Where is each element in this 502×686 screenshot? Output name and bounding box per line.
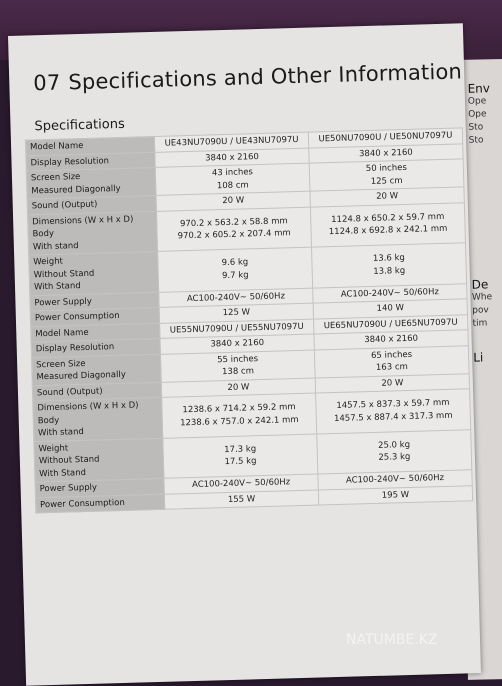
spec-value-left-line: 125 W (222, 307, 251, 319)
spec-value-right (314, 345, 469, 377)
spec-label-line: Display Resolution (30, 155, 110, 168)
spec-label-line: Body (37, 415, 60, 426)
spec-value-left-line: 970.2 x 605.2 x 207.4 mm (177, 228, 291, 242)
spec-value-left (158, 247, 313, 292)
spec-label-line: Power Supply (34, 296, 92, 308)
spec-label-line: Weight (33, 256, 64, 268)
spec-value-left-line: 3840 x 2160 (210, 337, 265, 350)
spec-label-line: With Stand (33, 281, 81, 293)
chapter-title (33, 59, 462, 95)
spec-label-line: Model Name (35, 327, 89, 339)
spec-label-line: Display Resolution (35, 342, 115, 355)
spec-value-left-line: UE55NU7090U / UE55NU7097U (169, 321, 304, 336)
spec-value-right-line: 20 W (376, 191, 399, 202)
spec-label-line: Without Stand (38, 454, 100, 467)
spec-value-right-line: 25.0 kg (377, 439, 411, 451)
spec-value-right (317, 429, 472, 474)
facing-heading-2: De (471, 277, 489, 292)
spec-value-left-line: 1238.6 x 714.2 x 59.2 mm (182, 402, 296, 416)
spec-value-right-line: 195 W (381, 489, 410, 501)
spec-label-line: Measured Diagonally (36, 369, 126, 383)
spec-value-right (309, 159, 464, 191)
spec-value-left-line: 1238.6 x 757.0 x 242.1 mm (180, 414, 299, 429)
spec-label-line: Screen Size (30, 172, 81, 184)
spec-value-right (316, 389, 471, 434)
spec-label-line: Screen Size (36, 358, 86, 370)
spec-value-left-line: 55 inches (217, 353, 259, 365)
spec-label-line: Body (32, 228, 55, 240)
spec-value-right (312, 243, 467, 288)
spec-value-left-line: 20 W (227, 381, 250, 393)
spec-label-line: Power Consumption (34, 310, 120, 324)
facing-lines-2: Whe pov tim (471, 292, 493, 329)
spec-value-left-line: AC100-240V~ 50/60Hz (191, 477, 291, 491)
spec-label-line: Measured Diagonally (31, 183, 121, 196)
chapter-heading: Specifications and Other Information (68, 59, 463, 95)
spec-label-line: Power Supply (39, 482, 98, 495)
spec-label-line: Weight (38, 442, 69, 454)
spec-label-line: With stand (32, 240, 79, 252)
spec-value-right-line: 1457.5 x 887.4 x 317.3 mm (333, 410, 453, 424)
manual-page (8, 23, 481, 685)
spec-label-line: Dimensions (W x H x D) (32, 214, 134, 227)
spec-value-right-line: 13.8 kg (373, 265, 406, 277)
spec-value-left-line: 20 W (222, 195, 245, 207)
spec-value-left-line: 155 W (227, 493, 256, 505)
spec-value-left-line: 9.6 kg (221, 257, 249, 269)
spec-value-left-line: 17.5 kg (224, 456, 257, 468)
spec-value-right-line: 20 W (381, 377, 404, 389)
spec-value-right (310, 202, 465, 247)
spec-label (31, 354, 161, 386)
spec-label-line: Power Consumption (39, 497, 125, 510)
spec-value-right-line: 13.6 kg (372, 253, 405, 265)
facing-heading-3: Li (473, 350, 484, 365)
spec-value-left-line: 138 cm (221, 366, 255, 378)
spec-value-left-line: 9.7 kg (221, 270, 249, 281)
spec-value-right-line: 125 cm (370, 175, 403, 187)
spec-label-line: Without Stand (33, 268, 95, 280)
facing-heading: Env (467, 81, 491, 96)
spec-value-left-line: 3840 x 2160 (205, 151, 260, 164)
spec-value-left-line: UE43NU7090U / UE43NU7097U (164, 134, 299, 149)
spec-value-left (155, 163, 310, 195)
spec-value-left (163, 434, 318, 479)
spec-label-line: With stand (37, 427, 84, 439)
spec-value-right-line: 25.3 kg (378, 452, 411, 464)
spec-label (29, 251, 159, 295)
spec-label (35, 494, 164, 513)
spec-value-right-line: AC100-240V~ 50/60Hz (345, 472, 445, 486)
spec-value-left (157, 207, 312, 252)
spec-label (33, 397, 163, 441)
spec-value-left-line: AC100-240V~ 50/60Hz (186, 290, 286, 304)
spec-value-left-line: 43 inches (211, 167, 254, 179)
spec-value-right-line: 65 inches (370, 349, 413, 361)
spec-label-line: Sound (Output) (31, 199, 98, 212)
spec-value-right-line: 140 W (376, 303, 405, 314)
spec-value-right-line: 163 cm (375, 361, 408, 373)
spec-label-line: Model Name (29, 140, 84, 153)
spec-label (27, 211, 157, 255)
spec-value-right-line: 3840 x 2160 (358, 147, 413, 159)
spec-value-right-line: UE65NU7090U / UE65NU7097U (323, 317, 458, 331)
chapter-number: 07 (32, 70, 61, 96)
spec-label-line: With Stand (39, 467, 87, 479)
section-title: Specifications (34, 116, 125, 135)
spec-value-left (164, 490, 318, 510)
spec-value-right-line: 1457.5 x 837.3 x 59.7 mm (336, 398, 450, 412)
spec-value-right-line: AC100-240V~ 50/60Hz (340, 286, 440, 300)
watermark: NATUMBE.KZ (346, 632, 438, 648)
spec-value-left-line: 108 cm (216, 179, 249, 191)
facing-lines: Ope Ope Sto Sto (467, 96, 487, 146)
spec-label (34, 438, 164, 482)
spec-value-left-line: 970.2 x 563.2 x 58.8 mm (179, 216, 288, 230)
spec-value-right (318, 485, 472, 505)
spec-value-left-line: 17.3 kg (224, 443, 257, 455)
spec-value-right-line: 1124.8 x 650.2 x 59.7 mm (331, 211, 445, 225)
spec-value-right-line: 1124.8 x 692.8 x 242.1 mm (328, 224, 448, 238)
specifications-table (25, 127, 473, 513)
spec-label (26, 167, 156, 199)
spec-label-line: Sound (Output) (36, 385, 103, 398)
spec-value-right-line: 3840 x 2160 (364, 333, 419, 346)
spec-label-line: Dimensions (W x H x D) (37, 400, 139, 414)
spec-value-left (161, 350, 316, 382)
spec-value-right-line: 50 inches (365, 162, 407, 175)
spec-value-right-line: UE50NU7090U / UE50NU7097U (318, 130, 453, 145)
spec-value-left (162, 393, 317, 438)
